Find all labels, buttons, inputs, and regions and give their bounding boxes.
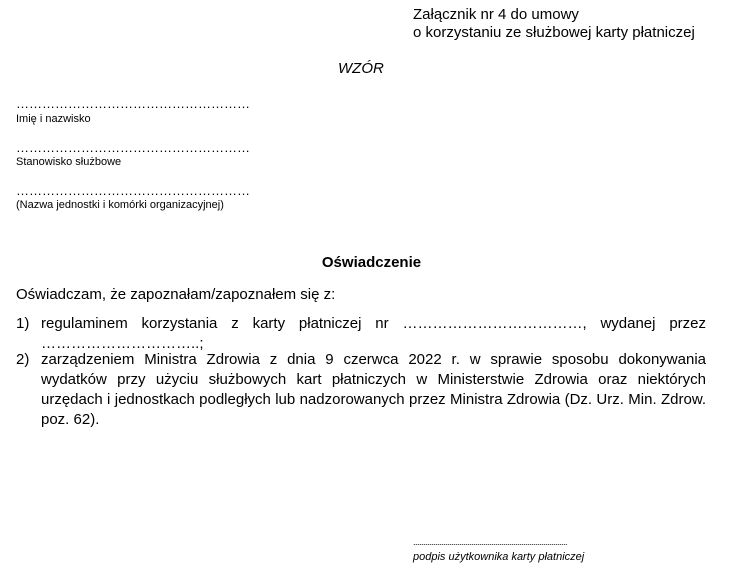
- attachment-header: [413, 6, 695, 42]
- unit-field-label: (Nazwa jednostki i komórki organizacyjnej): [16, 199, 224, 211]
- item-number: 2): [16, 351, 30, 368]
- unit-dotted-line: ………………………………………………: [16, 183, 250, 198]
- attachment-line-2: o korzystaniu ze służbowej karty płatniczej: [413, 24, 695, 41]
- item-text: zarządzeniem Ministra Zdrowia z dnia 9 czerwca 2022 r. w sprawie sposobu dokonywania wydatków przy użyciu służbowych kart płatniczych w Ministerstwie Zdrowia oraz niektórych urzędach i jednostkach podległych lub nadzorowanych przez Ministra Zdrowia (Dz. Urz. Min. Zdrow. poz. 62).: [41, 351, 706, 428]
- item-number: 1): [16, 315, 30, 332]
- signature-dotted-line: .............................................................................: [413, 537, 568, 547]
- position-field-label: Stanowisko służbowe: [16, 156, 122, 168]
- template-label: WZÓR: [338, 60, 384, 77]
- declaration-item: [16, 314, 706, 354]
- declaration-intro: Oświadczam, że zapoznałam/zapoznałem się z:: [16, 286, 336, 303]
- name-dotted-line: ………………………………………………: [16, 96, 250, 111]
- declaration-item: [16, 350, 706, 430]
- position-dotted-line: ………………………………………………: [16, 140, 250, 155]
- item-text: regulaminem korzystania z karty płatniczej nr ………………………………, wydanej przez …………………………..;: [41, 315, 706, 352]
- name-field-label: Imię i nazwisko: [16, 113, 91, 125]
- signature-label: podpis użytkownika karty płatniczej: [413, 551, 585, 563]
- declaration-title: Oświadczenie: [321, 254, 422, 271]
- attachment-line-1: Załącznik nr 4 do umowy: [413, 6, 579, 23]
